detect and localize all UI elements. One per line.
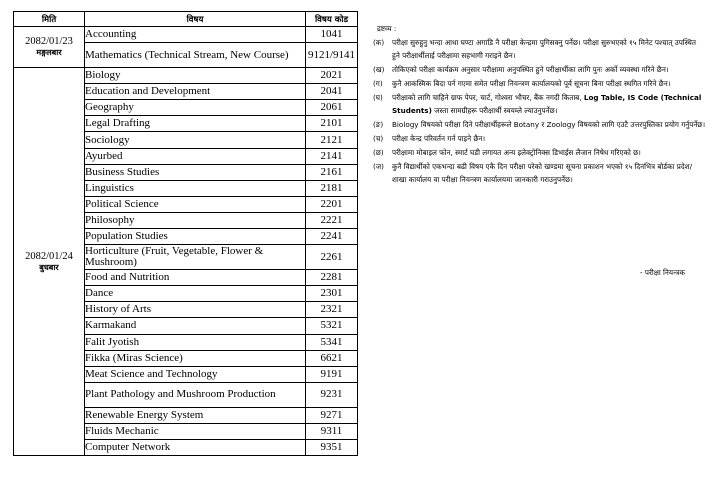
subject-cell: Ayurbed [85, 148, 306, 164]
note-text: परीक्षा केन्द्र परिवर्तन गर्न पाइने छैन। [392, 134, 486, 143]
subject-code-cell: 2141 [306, 148, 358, 164]
subject-cell: Dance [85, 286, 306, 302]
exam-date-cell [14, 27, 85, 68]
note-text: जस्ता सामग्रीहरू परीक्षार्थी स्वयम्ले ल्याउनुपर्नेछ। [431, 106, 558, 115]
table-row [14, 68, 358, 84]
subject-code-cell: 2021 [306, 68, 358, 84]
notes-heading: द्रष्टव्य : [377, 24, 397, 33]
note-item [373, 77, 706, 90]
subject-cell: Philosophy [85, 212, 306, 228]
subject-cell: Karmakand [85, 318, 306, 334]
subject-cell: Food and Nutrition [85, 270, 306, 286]
note-text: परीक्षाको लागि चाहिने ग्राफ पेपर, चार्ट, गोश्वरा भौचर, बैंक नगदी किताब, [392, 93, 584, 102]
note-marker: (ङ) [373, 120, 384, 129]
exam-date: 2082/01/24 [25, 250, 73, 262]
subject-cell: Meat Science and Technology [85, 366, 306, 382]
subject-cell: Population Studies [85, 229, 306, 245]
subject-code-cell: 9191 [306, 366, 358, 382]
note-item [373, 36, 706, 62]
notes-section [373, 22, 706, 187]
note-item [373, 63, 706, 76]
exam-date: 2082/01/23 [25, 36, 73, 48]
note-item [373, 132, 706, 145]
subject-cell: Renewable Energy System [85, 407, 306, 423]
subject-code-cell: 5341 [306, 334, 358, 350]
note-marker: (ग) [373, 79, 383, 88]
subject-code-cell: 2221 [306, 212, 358, 228]
exam-weekday: बुधबार [39, 262, 59, 272]
subject-code-cell: 9311 [306, 423, 358, 439]
note-marker: (ज) [373, 162, 384, 171]
subject-code-cell: 2261 [306, 245, 358, 270]
subject-code-cell: 9121/9141 [306, 43, 358, 68]
subject-cell: Accounting [85, 27, 306, 43]
subject-cell: Geography [85, 100, 306, 116]
signature: - परीक्षा नियन्त्रक [640, 268, 685, 277]
subject-cell: Linguistics [85, 180, 306, 196]
note-marker: (घ) [373, 93, 383, 102]
table-header-row [14, 12, 358, 27]
subject-code-cell: 1041 [306, 27, 358, 43]
note-text: कुनै आकस्मिक बिदा पर्न गएमा समेत परीक्षा नियन्त्रण कार्यालयको पूर्व सूचना बिना परीक्षा स्थगित गरिने छैन। [392, 79, 671, 88]
subject-code-cell: 9271 [306, 407, 358, 423]
subject-cell: Political Science [85, 196, 306, 212]
note-marker: (च) [373, 134, 384, 143]
subject-code-cell: 5321 [306, 318, 358, 334]
note-item [373, 146, 706, 159]
note-marker: (छ) [373, 148, 384, 157]
note-text: परीक्षामा मोबाइल फोन, स्मार्ट घडी लगायत अन्य इलेक्ट्रोनिक्स डिभाईस लैजान निषेध गरिएको छ। [392, 148, 641, 157]
subject-code-cell: 2121 [306, 132, 358, 148]
subject-code-cell: 2101 [306, 116, 358, 132]
subject-code-cell: 9351 [306, 439, 358, 455]
header-subject: विषय [85, 12, 306, 27]
subject-code-cell: 2241 [306, 229, 358, 245]
subject-cell: Biology [85, 68, 306, 84]
subject-code-cell: 6621 [306, 350, 358, 366]
note-text: परीक्षा सुरुहुनु भन्दा आधा घण्टा अगाडि नै परीक्षा केन्द्रमा पुगिसक्नु पर्नेछ। परीक्षा सुरुभएको १५ मिनेट पश्चात् उपस्थित हुने परीक्षार्थीलाई परीक्षामा सहभागी गराइने छैन। [392, 38, 696, 60]
table-body [14, 27, 358, 456]
subject-cell: Falit Jyotish [85, 334, 306, 350]
subject-cell: History of Arts [85, 302, 306, 318]
header-date: मिति [14, 12, 85, 27]
subject-code-cell: 2041 [306, 84, 358, 100]
exam-date-cell [14, 68, 85, 456]
subject-cell: Fluids Mechanic [85, 423, 306, 439]
subject-cell: Education and Development [85, 84, 306, 100]
subject-cell: Computer Network [85, 439, 306, 455]
subject-cell: Business Studies [85, 164, 306, 180]
note-item [373, 118, 706, 131]
subject-code-cell: 2301 [306, 286, 358, 302]
subject-cell: Mathematics (Technical Stream, New Course) [85, 43, 306, 68]
subject-cell: Legal Drafting [85, 116, 306, 132]
exam-weekday: मङ्गलबार [36, 48, 62, 58]
note-text: तोकिएको परीक्षा कार्यक्रम अनुसार परीक्षामा अनुपस्थित हुने परीक्षार्थीका लागि पुनः अर्को व्यवस्था गरिने छैन। [392, 65, 669, 74]
note-text: कुनै विद्यार्थीको एकभन्दा बढी विषय एकै दिन परीक्षा परेको खण्डमा सूचना प्रकाशन भएको १५ दिनभित्र बोर्डका प्रदेश/शाखा कार्यालय वा परीक्षा नियन्त्रण कार्यालयमा जानकारी गराउनुपर्नेछ। [392, 162, 693, 184]
subject-cell: Fikka (Miras Science) [85, 350, 306, 366]
subject-code-cell: 2061 [306, 100, 358, 116]
subject-cell: Horticulture (Fruit, Vegetable, Flower & Mushroom) [85, 245, 306, 270]
subject-code-cell: 9231 [306, 382, 358, 407]
note-marker: (ख) [373, 65, 385, 74]
subject-code-cell: 2161 [306, 164, 358, 180]
note-item [373, 160, 706, 186]
subject-cell: Sociology [85, 132, 306, 148]
table-row [14, 27, 358, 43]
notes-list [373, 36, 706, 186]
subject-code-cell: 2181 [306, 180, 358, 196]
subject-cell: Plant Pathology and Mushroom Production [85, 382, 306, 407]
note-bold-text: Log Table, IS Code (Technical Students) [392, 93, 702, 115]
subject-code-cell: 2201 [306, 196, 358, 212]
subject-code-cell: 2281 [306, 270, 358, 286]
note-marker: (क) [373, 38, 385, 47]
note-text: Biology विषयको परीक्षा दिने परीक्षार्थीहरूले Botany र Zoology विषयको लागि एउटै उत्तरपुस्तिका प्रयोग गर्नुपर्नेछ। [392, 120, 706, 129]
header-code: विषय कोड [306, 12, 358, 27]
subject-code-cell: 2321 [306, 302, 358, 318]
exam-schedule-table [13, 11, 358, 456]
note-item [373, 91, 706, 117]
